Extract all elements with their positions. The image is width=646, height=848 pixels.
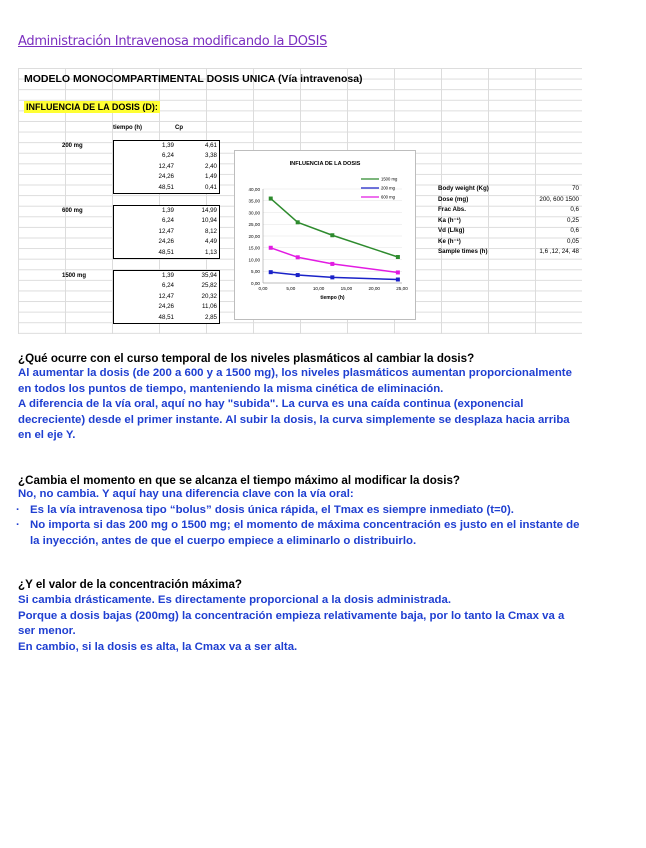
cp-cell: 2,85 (204, 313, 217, 321)
time-cell: 6,24 (161, 152, 174, 160)
data-point (269, 246, 273, 250)
table-row (114, 293, 219, 303)
answer-1-line: Al aumentar la dosis (de 200 a 600 y a 1500 mg), los niveles plasmáticos aumentan proporcionalmente (18, 367, 572, 379)
parameter-label: Dose (mg) (438, 195, 469, 203)
sheet-heading: MODELO MONOCOMPARTIMENTAL DOSIS UNICA (Vía intravenosa) (24, 73, 363, 85)
dose-table (113, 270, 220, 324)
cp-cell: 1,13 (204, 248, 217, 256)
question-1: ¿Qué ocurre con el curso temporal de los niveles plasmáticos al cambiar la dosis? (18, 352, 475, 365)
bullet-line: la inyección, antes de que el cuerpo empiece a eliminarlo o distribuirlo. (30, 534, 417, 547)
cp-cell: 35,94 (201, 272, 217, 279)
x-tick-label: 10,00 (312, 286, 325, 291)
question-3: ¿Y el valor de la concentración máxima? (18, 578, 243, 591)
table-row (114, 238, 219, 248)
time-cell: 48,51 (158, 248, 174, 256)
parameter-value: 0,25 (566, 216, 579, 224)
cp-cell: 4,49 (204, 238, 217, 246)
data-point (296, 273, 300, 277)
time-cell: 48,51 (158, 183, 174, 191)
legend-entry: 200 mg (381, 185, 395, 191)
parameter-label: Sample times (h) (438, 248, 488, 255)
answer-1-line: A diferencia de la vía oral, aquí no hay "subida". La curva es una caída continua (exponencial (18, 398, 524, 411)
data-point (330, 275, 334, 279)
cp-cell: 1,49 (204, 173, 217, 181)
time-cell: 1,39 (161, 272, 174, 279)
dose-label: 600 mg (62, 208, 83, 214)
bullet-icon: · (16, 519, 20, 531)
parameter-label: Frac Abs. (438, 206, 466, 213)
table-row (114, 314, 219, 324)
dose-label: 1500 mg (62, 273, 87, 279)
data-point (269, 270, 273, 274)
cp-cell: 4,61 (204, 142, 217, 149)
dose-chart (234, 150, 416, 320)
parameter-label: Body weight (Kg) (438, 185, 489, 192)
table-row (114, 207, 219, 217)
cp-cell: 8,12 (204, 227, 217, 235)
table-row (114, 163, 219, 173)
column-header-time: tiempo (h) (113, 125, 142, 131)
y-tick-label: 35,00 (248, 198, 260, 204)
time-cell: 24,26 (158, 238, 174, 246)
data-point (396, 277, 400, 281)
answer-3-line: En cambio, si la dosis es alta, la Cmax va a ser alta. (18, 640, 298, 653)
influence-label: INFLUENCIA DE LA DOSIS (D): (26, 102, 158, 112)
answer-1 (18, 366, 572, 444)
y-tick-label: 20,00 (248, 233, 260, 239)
answer-3-line: Porque a dosis bajas (200mg) la concentración empieza relativamente baja, por lo tanto la Cmax va a (18, 609, 565, 622)
answer-1-line: decreciente) desde el primer instante. Al subir la dosis, la curva simplemente se desplaza hacia arriba (18, 413, 570, 426)
x-tick-label: 15,00 (340, 286, 353, 291)
table-row (114, 184, 219, 194)
question-2: ¿Cambia el momento en que se alcanza el tiempo máximo al modificar la dosis? (18, 474, 460, 487)
cp-cell: 11,06 (201, 303, 217, 311)
time-cell: 12,47 (158, 292, 174, 300)
answer-2-bullet-1 (16, 503, 646, 519)
time-cell: 6,24 (161, 217, 174, 225)
y-tick-label: 40,00 (248, 186, 260, 192)
time-cell: 12,47 (158, 162, 174, 170)
data-point (396, 255, 400, 259)
parameter-value: 0,6 (570, 206, 579, 213)
column-header-cp: Cp (175, 125, 183, 131)
y-tick-label: 5,00 (251, 269, 260, 275)
table-row (114, 173, 219, 183)
table-row (114, 228, 219, 238)
y-tick-label: 0,00 (251, 280, 260, 286)
parameter-label: Ke (h⁻¹) (438, 237, 461, 245)
data-point (396, 270, 400, 274)
time-cell: 24,26 (158, 173, 174, 181)
parameter-value: 0,6 (570, 227, 579, 234)
table-row (114, 217, 219, 227)
document-title: Administración Intravenosa modificando la DOSIS (18, 34, 328, 49)
parameter-label: Ka (h⁻¹) (438, 216, 461, 224)
chart-title: INFLUENCIA DE LA DOSIS (289, 161, 361, 167)
chart-svg (235, 151, 415, 319)
answer-3-line: ser menor. (18, 625, 76, 638)
table-row (114, 282, 219, 292)
table-row (114, 272, 219, 282)
cp-cell: 14,99 (201, 207, 217, 214)
data-point (330, 262, 334, 266)
time-cell: 6,24 (161, 282, 174, 290)
table-row (114, 249, 219, 259)
data-point (330, 233, 334, 237)
bullet-line: No importa si das 200 mg o 1500 mg; el momento de máxima concentración es justo en el instante de (30, 519, 580, 531)
time-cell: 1,39 (161, 207, 174, 214)
x-tick-label: 5,00 (286, 286, 296, 291)
x-axis-label: tiempo (h) (320, 295, 345, 301)
data-point (296, 255, 300, 259)
parameter-value: 70 (572, 185, 579, 192)
series-line (271, 199, 398, 257)
parameter-label: Vd (L/kg) (438, 227, 465, 234)
cp-cell: 2,40 (204, 162, 217, 170)
table-row (114, 152, 219, 162)
parameter-value: 200, 600 1500 (539, 195, 579, 203)
table-row (114, 303, 219, 313)
time-cell: 1,39 (161, 142, 174, 149)
series-line (271, 248, 398, 273)
time-cell: 48,51 (158, 313, 174, 321)
cp-cell: 0,41 (204, 183, 217, 191)
time-cell: 12,47 (158, 227, 174, 235)
data-point (296, 220, 300, 224)
time-cell: 24,26 (158, 303, 174, 311)
dose-table (113, 205, 220, 259)
legend-entry: 1500 mg (381, 176, 398, 182)
answer-2-intro: No, no cambia. Y aquí hay una diferencia clave con la vía oral: (18, 488, 354, 500)
answer-3 (18, 593, 564, 655)
table-row (114, 142, 219, 152)
cp-cell: 3,38 (204, 152, 217, 160)
data-point (269, 197, 273, 201)
bullet-text (30, 518, 640, 549)
answer-1-line: en el eje Y. (18, 429, 76, 442)
x-tick-label: 0,00 (258, 286, 268, 291)
cp-cell: 20,32 (201, 292, 217, 300)
x-tick-label: 25,00 (396, 286, 408, 291)
bullet-icon: · (16, 504, 20, 516)
answer-2-bullet-2 (16, 518, 646, 550)
answer-3-line: Si cambia drásticamente. Es directamente proporcional a la dosis administrada. (18, 594, 451, 606)
dose-label: 200 mg (62, 143, 83, 149)
cp-cell: 25,82 (201, 282, 217, 290)
y-tick-label: 25,00 (248, 222, 260, 228)
dose-table (113, 140, 220, 194)
answer-1-line: en todos los puntos de tiempo, manteniendo la misma cinética de eliminación. (18, 382, 444, 395)
x-tick-label: 20,00 (368, 286, 380, 291)
y-tick-label: 10,00 (248, 257, 260, 263)
parameter-value: 0,05 (566, 237, 579, 245)
bullet-text: Es la vía intravenosa tipo “bolus” dosis única rápida, el Tmax es siempre inmediato (t=0). (30, 504, 514, 516)
y-tick-label: 15,00 (248, 245, 260, 251)
legend-entry: 600 mg (381, 194, 395, 200)
parameter-value: 1,6 ,12, 24, 48 (539, 248, 579, 255)
y-tick-label: 30,00 (248, 210, 260, 216)
cp-cell: 10,94 (201, 217, 217, 225)
